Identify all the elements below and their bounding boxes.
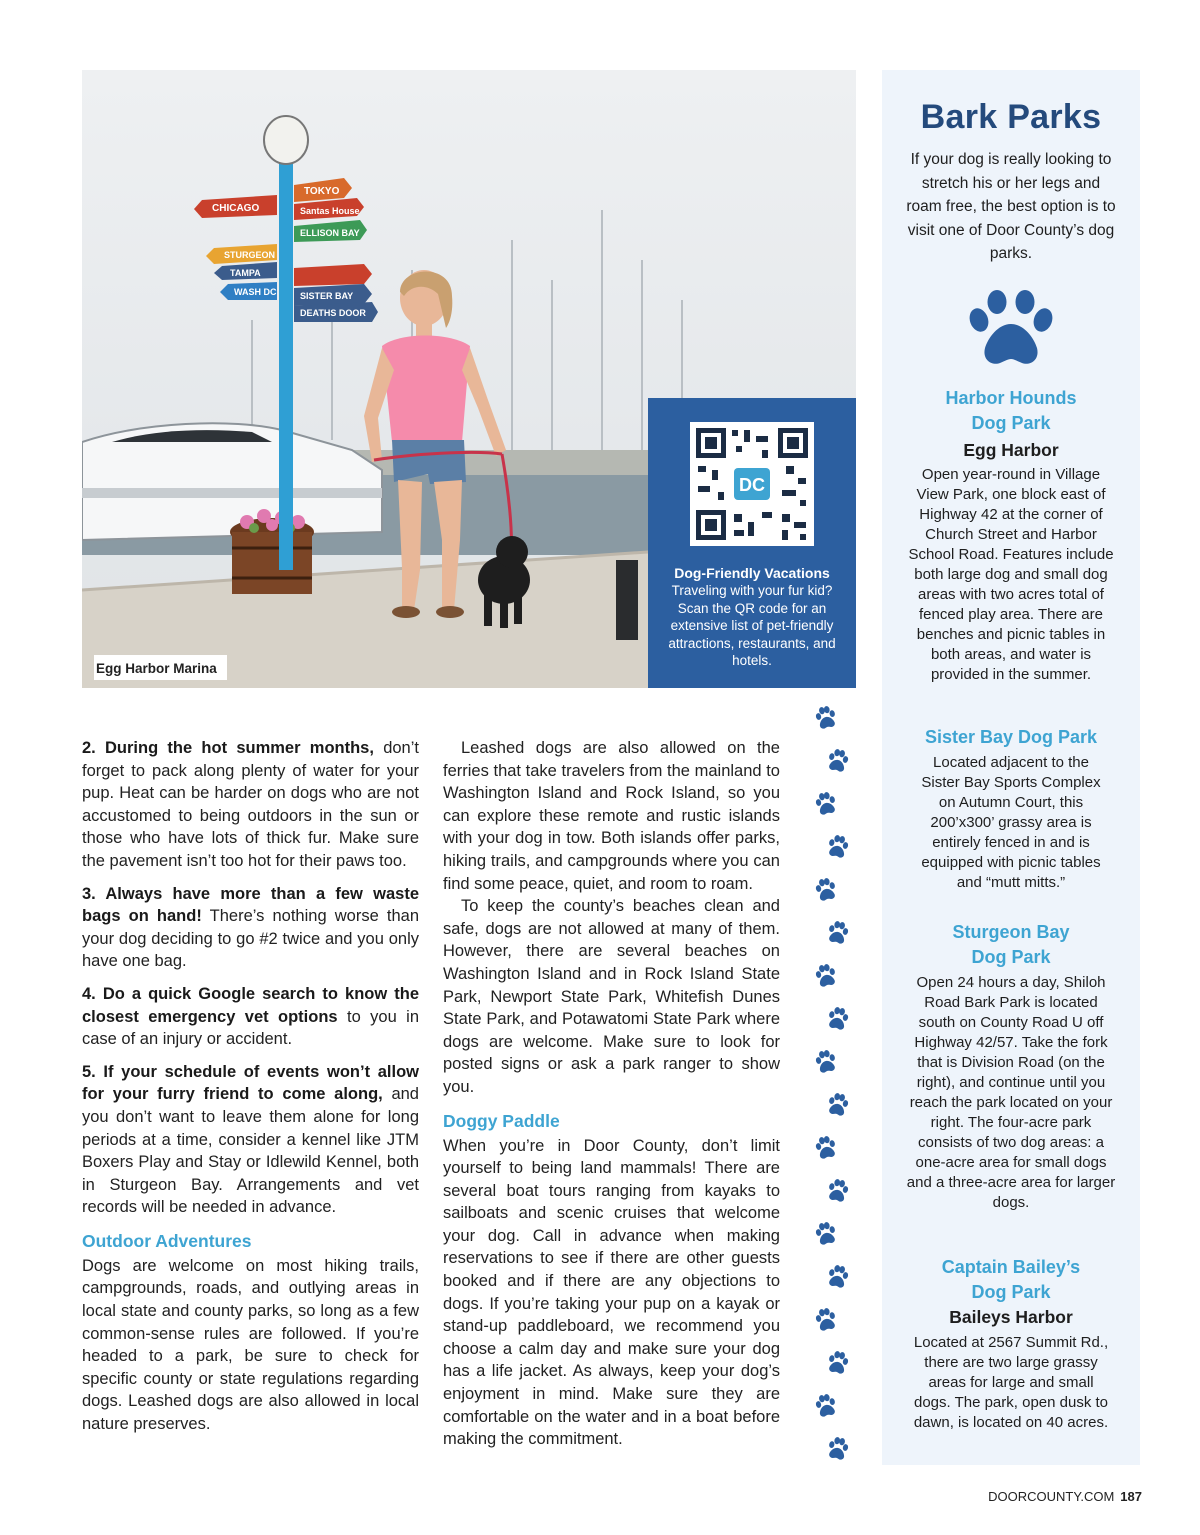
tip-2-lead: 2. During the hot summer months, bbox=[82, 739, 374, 757]
outdoor-adventures-text: Dogs are welcome on most hiking trails, campgrounds, roads, and outlying areas in local state and county parks, so long as a few common-sense rules are followed. If you’re headed to a park, be sure to check for specific county or state regulations regarding dogs. Leashed dogs are also allowed in local nature preserves. bbox=[82, 1256, 419, 1434]
park-name: Sister Bay Dog Park bbox=[924, 727, 1098, 747]
tip-4 bbox=[82, 983, 419, 1051]
bark-parks-sidebar bbox=[882, 70, 1140, 1465]
doggy-paddle-text: When you’re in Door County, don’t limit yourself to being land mammals! There are several boat tours ranging from kayaks to sailboats and scenic cruises that welcome your dog. Call in advance when making reservations to see if there are other guests booked and if there are any objections to dogs. If you’re taking your pup on a kayak or stand-up paddleboard, we recommend you choose a calm day and make sure your dog has a life jacket. As always, keep your dog’s enjoyment in mind. Make sure they are comfortable on the water and in a boat before making the commitment. bbox=[443, 1136, 780, 1449]
qr-text: Traveling with your fur kid? Scan the QR code for an extensive list of pet-friendly attractions, restaurants, and hotels. bbox=[668, 583, 836, 668]
tip-5-lead: 5. If your schedule of events won’t allow for your furry friend to come along, bbox=[82, 1062, 419, 1104]
park-town: Baileys Harbor bbox=[949, 1307, 1073, 1327]
park-sturgeon-bay bbox=[904, 920, 1118, 1213]
park-description: Open 24 hours a day, Shiloh Road Bark Park is located south on County Road U off Highway 42/57. Take the fork that is Division Road (on the right), and continue until you reach the park located on your right. The four-acre park consists of two dog areas: a one-acre area for small dogs and a three-acre area for larger dogs. bbox=[906, 974, 1116, 1211]
paw-print-icon bbox=[827, 1436, 850, 1461]
park-description: Located adjacent to the Sister Bay Sports Complex on Autumn Court, this 200’x300’ grassy area is entirely fenced in and is equipped with picnic tables and “mutt mitts.” bbox=[921, 754, 1101, 891]
paw-print-icon bbox=[814, 1221, 837, 1246]
photo-caption: Egg Harbor Marina bbox=[94, 655, 227, 680]
sign-sturgeon: STURGEON bbox=[224, 250, 276, 260]
park-sister-bay bbox=[904, 725, 1118, 893]
sign-chicago: CHICAGO bbox=[212, 203, 260, 214]
tip-2 bbox=[82, 737, 419, 873]
tip-4-lead: 4. Do a quick Google search to know the closest emergency vet options bbox=[82, 984, 419, 1026]
park-name: Harbor Hounds Dog Park bbox=[945, 388, 1077, 433]
paw-print-icon bbox=[827, 834, 850, 859]
qr-callout bbox=[648, 398, 856, 688]
paw-print-icon bbox=[814, 877, 837, 902]
sign-santas-house: Santas House bbox=[300, 206, 360, 216]
paw-print-icon bbox=[827, 1092, 850, 1117]
page-number: 187 bbox=[1120, 1489, 1142, 1504]
qr-title: Dog-Friendly Vacations bbox=[674, 565, 830, 581]
sign-wash-dc: WASH DC bbox=[234, 287, 277, 297]
paw-print-icon bbox=[814, 791, 837, 816]
ferries-paragraph: Leashed dogs are also allowed on the ferries that take travelers from the mainland to Washington Island and Rock Island, so you can explore these remote and rustic islands with your dog in tow. Both islands offer parks, hiking trails, and campgrounds where you can find some peace, quiet, and room to roam. bbox=[443, 739, 780, 893]
park-description: Open year-round in Village View Park, one block east of Highway 42 at the corner of Church Street and Harbor School Road. Features include both large dog and small dog areas with two acres total of fenced play area. There are benches and picnic tables in both areas, and water is provided in the summer. bbox=[908, 466, 1114, 683]
footer-site: DOORCOUNTY.COM bbox=[988, 1489, 1115, 1504]
paw-print-icon bbox=[814, 705, 837, 730]
park-description: Located at 2567 Summit Rd., there are two large grassy areas for large and small dogs. The park, open dusk to dawn, is located on 40 acres. bbox=[913, 1334, 1109, 1431]
tip-2-text: don’t forget to pack along plenty of water for your pup. Heat can be harder on dogs who are not accustomed to being outdoors in the sun or those who have lots of thick fur. Make sure the pavement isn’t too hot for their paws too. bbox=[82, 739, 419, 870]
paw-print-icon bbox=[814, 1049, 837, 1074]
tip-5-text: and you don’t want to leave them alone for long periods at a time, consider a kennel like JTM Boxers Play and Stay or Idlewild Kennel, both in Sturgeon Bay. Arrangements and vet records will be needed in advance. bbox=[82, 1085, 419, 1217]
paw-print-icon bbox=[827, 920, 850, 945]
sidebar-title: Bark Parks bbox=[920, 98, 1102, 136]
sign-tokyo: TOKYO bbox=[304, 186, 340, 197]
paw-print-icon bbox=[827, 1264, 850, 1289]
tip-5 bbox=[82, 1061, 419, 1219]
paw-print-icon bbox=[827, 1006, 850, 1031]
paw-print-icon bbox=[814, 1307, 837, 1332]
section-heading-doggy-paddle: Doggy Paddle bbox=[443, 1110, 560, 1131]
qr-logo-text: DC bbox=[739, 475, 765, 495]
sign-tampa: TAMPA bbox=[230, 268, 261, 278]
park-name: Captain Bailey’s Dog Park bbox=[941, 1257, 1081, 1302]
sign-deaths-door: DEATHS DOOR bbox=[300, 308, 366, 318]
sign-sister-bay: SISTER BAY bbox=[300, 291, 354, 301]
tip-3 bbox=[82, 883, 419, 973]
beaches-paragraph: To keep the county’s beaches clean and safe, dogs are not allowed at many of them. However, there are several beaches on Washington Island and in Rock Island State Park, Newport State Park, Whitefish Dunes State Park, and Potawatomi State Park where dogs are welcome. Make sure to look for posted signs or ask a park ranger to show you. bbox=[443, 897, 780, 1096]
paw-print-icon bbox=[814, 1393, 837, 1418]
tip-4-text: to you in case of an injury or accident. bbox=[82, 1007, 419, 1049]
hero-photo bbox=[82, 70, 856, 688]
paw-print-icon bbox=[827, 1178, 850, 1203]
park-name: Sturgeon Bay Dog Park bbox=[952, 922, 1070, 967]
paw-print-icon bbox=[827, 748, 850, 773]
article-column-2 bbox=[443, 737, 780, 1451]
qr-code[interactable] bbox=[690, 422, 814, 546]
article-column-1 bbox=[82, 737, 419, 1436]
sidebar-intro: If your dog is really looking to stretch his or her legs and roam free, the best option is to visit one of Door County’s dog parks. bbox=[906, 151, 1116, 262]
park-captain-baileys bbox=[904, 1255, 1118, 1433]
paw-print-icon bbox=[827, 1350, 850, 1375]
section-heading-outdoor-adventures: Outdoor Adventures bbox=[82, 1230, 252, 1251]
tip-3-text: There’s nothing worse than your dog deciding to go #2 twice and you only have one bag. bbox=[82, 907, 419, 971]
tip-3-lead: 3. Always have more than a few waste bags on hand! bbox=[82, 884, 419, 926]
paw-print-icon bbox=[814, 963, 837, 988]
paw-print-icon bbox=[968, 290, 1054, 368]
park-harbor-hounds bbox=[904, 386, 1118, 685]
paw-print-icon bbox=[814, 1135, 837, 1160]
page-footer bbox=[988, 1489, 1142, 1504]
park-town: Egg Harbor bbox=[963, 440, 1059, 460]
sign-ellison-bay: ELLISON BAY bbox=[300, 228, 360, 238]
paw-trail-decoration bbox=[810, 702, 860, 1472]
